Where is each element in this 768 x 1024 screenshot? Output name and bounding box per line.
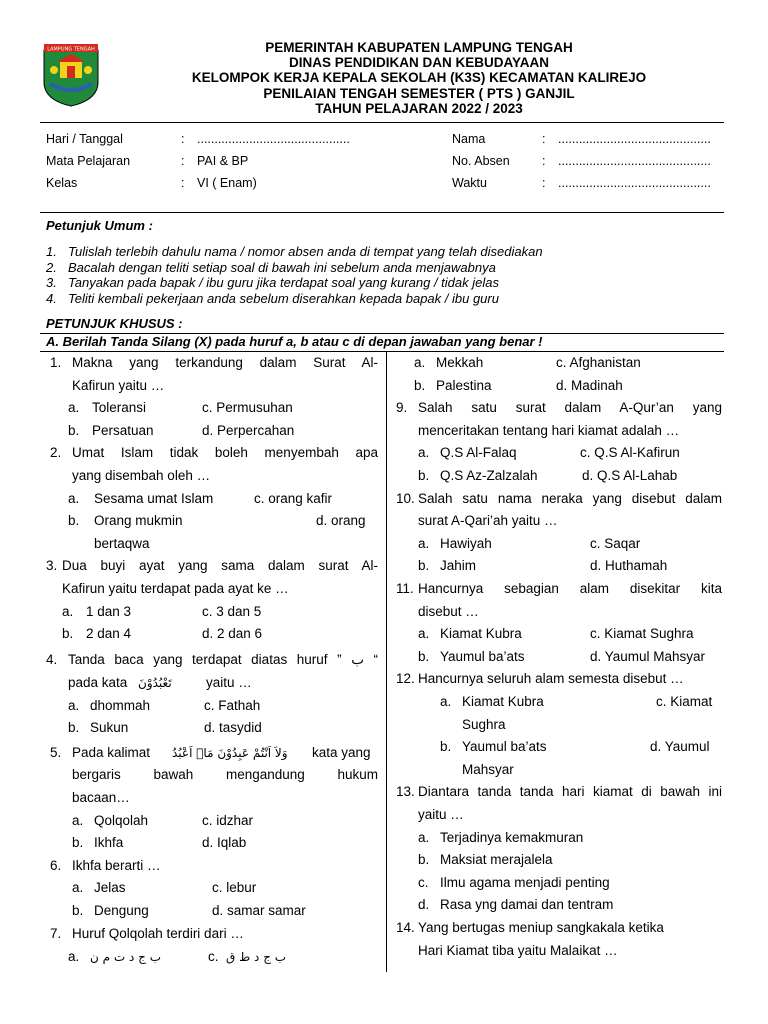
option-c[interactable]: ب ج د ط ق: [226, 950, 287, 964]
field-nama[interactable]: ............................................: [558, 132, 711, 146]
option-c[interactable]: c. idzhar: [202, 812, 254, 828]
colon: :: [181, 154, 185, 168]
option-d[interactable]: d. 2 dan 6: [202, 626, 263, 642]
option-c-cont[interactable]: Sughra: [462, 716, 506, 732]
question-number: 11.: [396, 581, 414, 596]
option-letter[interactable]: b.: [62, 626, 74, 642]
option-d[interactable]: d. Perpercahan: [202, 422, 295, 438]
question-4-text-end: yaitu …: [206, 675, 252, 690]
option-d[interactable]: d. Q.S Al-Lahab: [582, 468, 678, 483]
option-letter[interactable]: c.: [208, 949, 219, 964]
question-1-text-cont: Kafirun yaitu …: [72, 377, 165, 393]
option-letter[interactable]: a.: [418, 445, 430, 461]
item-text: Bacalah dengan teliti setiap soal di bawah ini sebelum anda menjawabnya: [68, 259, 496, 275]
option-c[interactable]: c. lebur: [212, 880, 257, 896]
option-d[interactable]: Rasa yng damai dan tentram: [440, 897, 614, 913]
question-7-text: Huruf Qolqolah terdiri dari …: [72, 925, 244, 941]
option-c[interactable]: c. Kiamat: [656, 694, 713, 709]
option-b[interactable]: Sukun: [90, 720, 129, 736]
question-number: 14.: [396, 920, 415, 935]
colon: :: [542, 132, 546, 146]
option-letter[interactable]: a.: [72, 812, 84, 828]
option-a[interactable]: Sesama umat Islam: [94, 490, 214, 506]
question-5-text-cont: bergaris bawah mengandung hukum: [72, 767, 378, 783]
option-b[interactable]: Palestina: [436, 377, 492, 393]
question-number: 9.: [396, 400, 408, 416]
option-b[interactable]: Q.S Az-Zalzalah: [440, 468, 538, 483]
option-a[interactable]: Qolqolah: [94, 812, 149, 828]
option-letter[interactable]: b.: [68, 422, 80, 438]
option-letter[interactable]: a.: [68, 949, 80, 964]
question-14-text: Yang bertugas meniup sangkakala ketika: [418, 920, 664, 935]
question-number: 5.: [50, 744, 62, 760]
option-letter[interactable]: a.: [418, 626, 430, 642]
question-3-text-cont: Kafirun yaitu terdapat pada ayat ke …: [62, 581, 289, 596]
list-item: [46, 260, 726, 276]
option-letter[interactable]: b.: [414, 377, 426, 393]
question-number: 3.: [46, 558, 58, 574]
option-letter[interactable]: b.: [68, 720, 80, 736]
option-letter[interactable]: b.: [72, 903, 84, 918]
option-c[interactable]: c. orang kafir: [254, 490, 333, 506]
label-nama: Nama: [452, 132, 486, 146]
option-a[interactable]: Hawiyah: [440, 535, 492, 551]
question-number: 12.: [396, 671, 415, 687]
option-letter[interactable]: b.: [440, 739, 452, 755]
question-number: 6.: [50, 857, 62, 873]
option-c[interactable]: c. Afghanistan: [556, 355, 641, 370]
option-letter[interactable]: a.: [62, 603, 74, 619]
question-4-text-cont: pada kata: [68, 675, 128, 690]
question-10-text: Salah satu nama neraka yang disebut dalam: [418, 490, 722, 506]
question-11-text-cont: disebut …: [418, 603, 479, 619]
item-number: 4.: [46, 291, 57, 307]
option-d[interactable]: d. tasydid: [204, 720, 262, 736]
question-1-text: Makna yang terkandung dalam Surat Al-: [72, 355, 378, 370]
info-divider: [40, 212, 724, 213]
colon: :: [181, 176, 185, 190]
question-12-text: Hancurnya seluruh alam semesta disebut …: [418, 671, 684, 687]
option-c[interactable]: c. Q.S Al-Kafirun: [580, 445, 680, 461]
option-c[interactable]: c. Fathah: [204, 697, 261, 713]
option-d[interactable]: d. orang: [316, 513, 366, 529]
option-letter[interactable]: a.: [68, 400, 80, 416]
option-c[interactable]: Ilmu agama menjadi penting: [440, 874, 610, 890]
label-waktu: Waktu: [452, 176, 487, 190]
option-c[interactable]: c. Permusuhan: [202, 400, 293, 416]
option-letter[interactable]: d.: [418, 897, 430, 913]
item-text: Teliti kembali pekerjaan anda sebelum diserahkan kepada bapak / ibu guru: [68, 291, 499, 307]
option-letter[interactable]: b.: [418, 648, 430, 664]
colon: :: [542, 176, 546, 190]
question-10-text-cont: surat A-Qari’ah yaitu …: [418, 513, 558, 529]
question-number: 7.: [50, 925, 62, 941]
item-number: 1.: [46, 244, 57, 259]
option-letter[interactable]: b.: [418, 852, 430, 868]
option-a[interactable]: Jelas: [94, 880, 126, 896]
header-line-2: DINAS PENDIDIKAN DAN KEBUDAYAAN: [288, 55, 550, 71]
option-b[interactable]: Orang mukmin: [94, 513, 183, 529]
colon: :: [181, 132, 185, 146]
label-kelas: Kelas: [46, 176, 78, 190]
question-number: 13.: [396, 784, 415, 800]
colon: :: [542, 154, 546, 168]
option-a[interactable]: Kiamat Kubra: [462, 694, 544, 709]
question-9-text-cont: menceritakan tentang hari kiamat adalah …: [418, 422, 680, 438]
question-2-text: Umat Islam tidak boleh menyembah apa: [72, 445, 378, 461]
question-number: 10.: [396, 490, 415, 506]
list-item: [46, 275, 726, 291]
item-text: Tulislah terlebih dahulu nama / nomor absen anda di tempat yang telah disediakan: [68, 244, 543, 259]
option-d[interactable]: d. Huthamah: [590, 558, 668, 574]
label-mapel: Mata Pelajaran: [46, 154, 131, 168]
arabic-word: تَعْبُدُوْنَ: [138, 676, 172, 690]
petunjuk-umum: [46, 216, 726, 307]
option-letter[interactable]: c.: [418, 874, 429, 890]
question-5-text: Pada kalimat: [72, 744, 151, 760]
option-a[interactable]: Toleransi: [92, 400, 147, 416]
question-13-text: Diantara tanda tanda hari kiamat di bawah ini: [418, 784, 722, 800]
option-letter[interactable]: b.: [418, 468, 430, 483]
arabic-verse: وَلاَ اَنْتُمْ عَبِدُوْنَ مَاۤ اَعْبُدُ: [172, 745, 288, 760]
value-kelas: VI ( Enam): [197, 176, 257, 190]
option-d[interactable]: d. Yaumul Mahsyar: [590, 648, 706, 664]
option-b[interactable]: Ikhfa: [94, 835, 124, 851]
item-number: 3.: [46, 275, 57, 291]
question-4-text: Tanda baca yang terdapat diatas huruf ” ب “: [68, 652, 378, 667]
option-d[interactable]: d. samar samar: [212, 903, 306, 918]
label-absen: No. Absen: [452, 154, 510, 168]
option-b[interactable]: Persatuan: [92, 422, 154, 438]
question-3-text: Dua buyi ayat yang sama dalam surat Al-: [62, 558, 378, 574]
option-letter[interactable]: a.: [418, 829, 430, 845]
option-letter[interactable]: a.: [72, 880, 84, 896]
option-a[interactable]: 1 dan 3: [86, 603, 132, 619]
option-a[interactable]: ب ج د ت م ن: [90, 950, 161, 964]
question-number: 2.: [50, 445, 62, 461]
left-column: [46, 352, 378, 972]
option-a[interactable]: dhommah: [90, 697, 151, 713]
option-c[interactable]: c. 3 dan 5: [202, 603, 262, 619]
question-9-text: Salah satu surat dalam A-Qur’an yang: [418, 400, 722, 416]
option-letter[interactable]: b.: [418, 558, 430, 574]
option-letter[interactable]: a.: [418, 535, 430, 551]
option-d[interactable]: d. Madinah: [556, 377, 623, 393]
header-line-5: TAHUN PELAJARAN 2022 / 2023: [315, 100, 523, 116]
info-left: [46, 128, 427, 194]
option-b[interactable]: Dengung: [94, 903, 149, 918]
petunjuk-khusus-title: PETUNJUK KHUSUS :: [46, 316, 183, 331]
option-a[interactable]: Mekkah: [436, 355, 484, 370]
right-column: [394, 352, 724, 972]
value-mapel: PAI & BP: [197, 154, 249, 168]
field-hari[interactable]: ............................................: [197, 132, 350, 146]
info-right: [452, 128, 768, 194]
question-5-text-end: bacaan…: [72, 790, 130, 805]
option-b[interactable]: Jahim: [440, 558, 477, 574]
option-a[interactable]: Q.S Al-Falaq: [440, 445, 517, 461]
option-letter[interactable]: a.: [414, 355, 426, 370]
option-b[interactable]: Yaumul ba’ats: [440, 648, 525, 664]
header-divider: [40, 122, 724, 123]
option-c[interactable]: c. Saqar: [590, 535, 641, 551]
option-a[interactable]: Terjadinya kemakmuran: [440, 829, 584, 845]
field-waktu[interactable]: ............................................: [558, 176, 711, 190]
option-d[interactable]: d. Iqlab: [202, 835, 247, 851]
question-14-text-cont: Hari Kiamat tiba yaitu Malaikat …: [418, 942, 618, 958]
option-d-cont[interactable]: bertaqwa: [94, 535, 150, 551]
option-b[interactable]: 2 dan 4: [86, 626, 132, 642]
option-a[interactable]: Kiamat Kubra: [440, 626, 522, 642]
option-letter[interactable]: a.: [440, 694, 452, 709]
list-item: [46, 244, 726, 260]
option-letter[interactable]: b.: [72, 835, 84, 851]
option-b[interactable]: Maksiat merajalela: [440, 852, 553, 868]
question-6-text: Ikhfa berarti …: [72, 857, 161, 873]
label-hari: Hari / Tanggal: [46, 132, 123, 146]
question-2-text-cont: yang disembah oleh …: [72, 468, 211, 483]
option-d-cont[interactable]: Mahsyar: [462, 761, 514, 777]
option-letter[interactable]: b.: [68, 513, 80, 529]
column-divider: [386, 352, 387, 972]
item-text: Tanyakan pada bapak / ibu guru jika terdapat soal yang kurang / tidak jelas: [68, 275, 499, 291]
list-item: [46, 291, 726, 307]
option-c[interactable]: c. Kiamat Sughra: [590, 626, 694, 642]
option-letter[interactable]: a.: [68, 697, 80, 713]
option-b[interactable]: Yaumul ba’ats: [462, 739, 547, 755]
option-d[interactable]: d. Yaumul: [650, 739, 710, 755]
section-a-instruction: A. Berilah Tanda Silang (X) pada huruf a, b atau c di depan jawaban yang benar !: [46, 334, 543, 349]
question-number: 1.: [50, 355, 62, 370]
letterhead: [0, 40, 768, 116]
field-absen[interactable]: ............................................: [558, 154, 711, 168]
header-line-3: KELOMPOK KERJA KEPALA SEKOLAH (K3S) KECAMATAN KALIREJO: [191, 70, 647, 86]
question-13-text-cont: yaitu …: [418, 807, 464, 822]
item-number: 2.: [46, 259, 57, 275]
petunjuk-umum-title: Petunjuk Umum :: [46, 218, 153, 233]
header-line-4: PENILAIAN TENGAH SEMESTER ( PTS ) GANJIL: [263, 85, 575, 101]
question-5-text-2: kata yang: [312, 744, 371, 760]
logo-text: LAMPUNG TENGAH: [47, 46, 95, 53]
question-number: 4.: [46, 652, 58, 667]
header-line-1: PEMERINTAH KABUPATEN LAMPUNG TENGAH: [265, 40, 573, 55]
question-11-text: Hancurnya sebagian alam disekitar kita: [418, 581, 722, 596]
option-letter[interactable]: a.: [68, 490, 80, 506]
